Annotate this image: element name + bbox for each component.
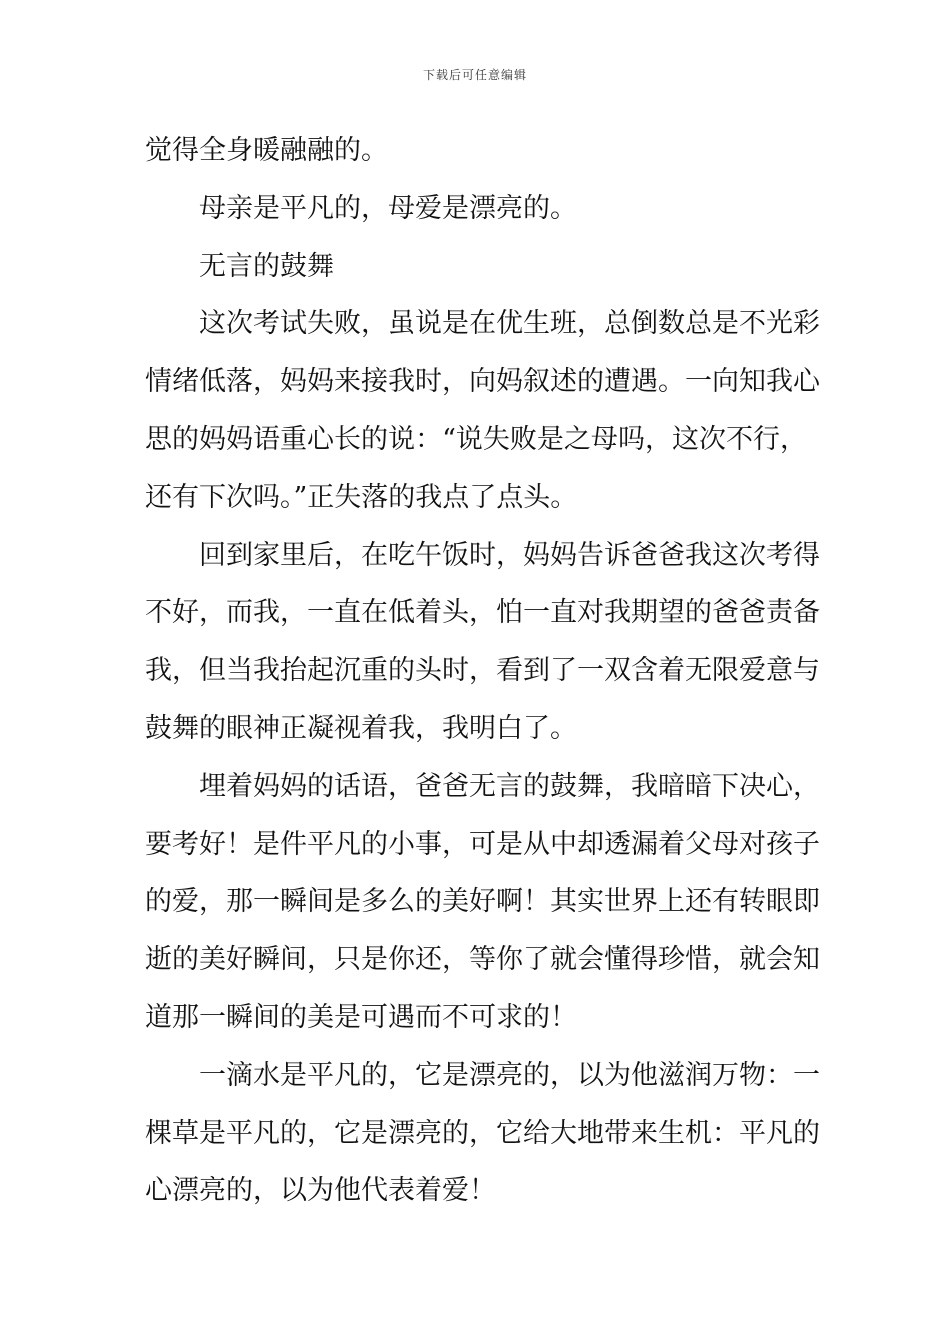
text-line: 无言的鼓舞 — [199, 250, 334, 282]
text-line: 要考好！是件平凡的小事，可是从中却透漏着父母对孩子 — [145, 828, 820, 860]
text-line: 的爱，那一瞬间是多么的美好啊！其实世界上还有转眼即 — [145, 886, 820, 918]
text-line: 心漂亮的，以为他代表着爱！ — [145, 1175, 496, 1207]
text-line: 母亲是平凡的，母爱是漂亮的。 — [199, 192, 577, 224]
text-line: 这次考试失败，虽说是在优生班，总倒数总是不光彩 — [199, 308, 820, 340]
text-line: 棵草是平凡的，它是漂亮的，它给大地带来生机：平凡的 — [145, 1117, 820, 1149]
text-line: 我，但当我抬起沉重的头时，看到了一双含着无限爱意与 — [145, 655, 820, 687]
text-line: 一滴水是平凡的，它是漂亮的，以为他滋润万物：一 — [199, 1059, 820, 1091]
body-text — [145, 122, 820, 1220]
text-line: 还有下次吗。”正失落的我点了点头。 — [145, 481, 578, 513]
text-line: 埋着妈妈的话语，爸爸无言的鼓舞，我暗暗下决心， — [199, 770, 820, 802]
page-header: 下载后可任意编辑 — [422, 68, 527, 82]
text-line: 思的妈妈语重心长的说：“说失败是之母吗，这次不行， — [145, 423, 807, 455]
text-line: 情绪低落，妈妈来接我时，向妈叙述的遭遇。一向知我心 — [145, 366, 820, 398]
text-line: 鼓舞的眼神正凝视着我，我明白了。 — [145, 712, 577, 744]
text-line: 回到家里后，在吃午饭时，妈妈告诉爸爸我这次考得 — [199, 539, 820, 571]
text-line: 觉得全身暖融融的。 — [145, 135, 388, 166]
text-line: 道那一瞬间的美是可遇而不可求的！ — [145, 1001, 577, 1033]
text-line: 不好，而我，一直在低着头，怕一直对我期望的爸爸责备 — [145, 597, 820, 629]
text-line: 逝的美好瞬间，只是你还，等你了就会懂得珍惜，就会知 — [145, 944, 820, 976]
